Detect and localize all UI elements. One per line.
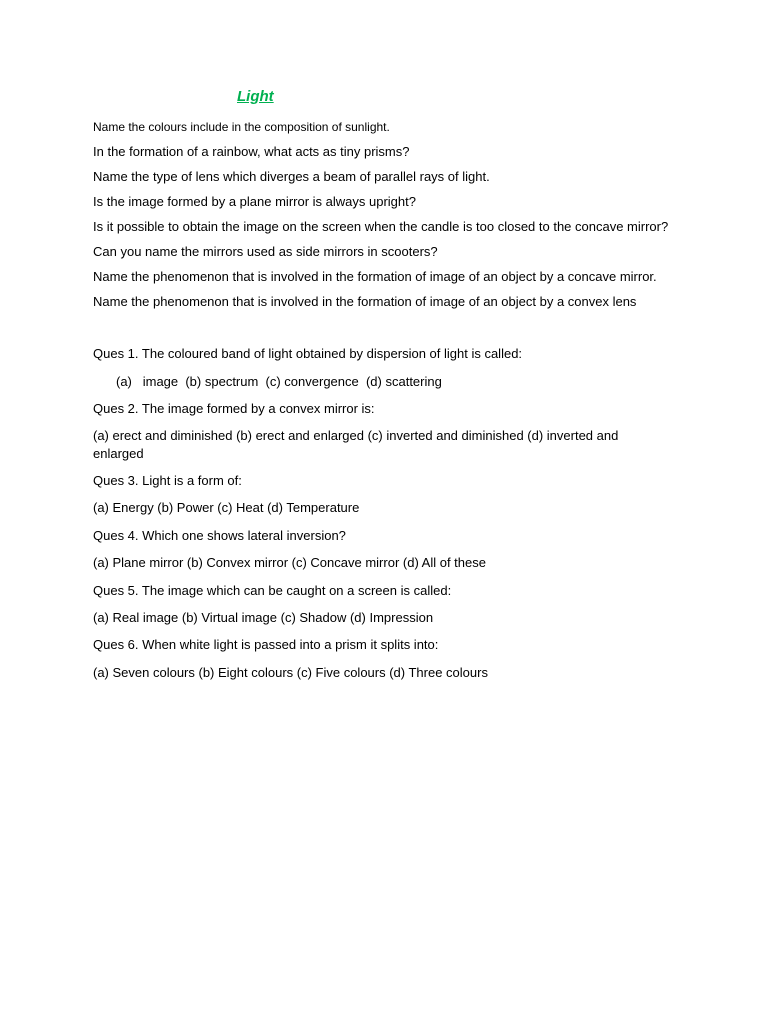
page-title: Light xyxy=(237,88,274,105)
mcq-options-3: (a) Energy (b) Power (c) Heat (d) Temperature xyxy=(93,500,360,515)
short-question-8: Name the phenomenon that is involved in the formation of image of an object by a convex lens xyxy=(93,294,637,309)
short-question-6: Can you name the mirrors used as side mirrors in scooters? xyxy=(93,244,438,259)
mcq-options-1: (a) image (b) spectrum (c) convergence (d) scattering xyxy=(116,374,442,389)
mcq-question-6: Ques 6. When white light is passed into a prism it splits into: xyxy=(93,637,439,652)
mcq-question-3: Ques 3. Light is a form of: xyxy=(93,473,242,488)
mcq-options-5: (a) Real image (b) Virtual image (c) Shadow (d) Impression xyxy=(93,610,434,625)
short-question-5: Is it possible to obtain the image on the screen when the candle is too closed to the concave mirror? xyxy=(93,219,669,234)
short-question-4: Is the image formed by a plane mirror is always upright? xyxy=(93,194,416,209)
mcq-question-4: Ques 4. Which one shows lateral inversion? xyxy=(93,528,346,543)
mcq-question-2: Ques 2. The image formed by a convex mirror is: xyxy=(93,401,375,416)
mcq-options-6: (a) Seven colours (b) Eight colours (c) Five colours (d) Three colours xyxy=(93,665,488,680)
short-question-2: In the formation of a rainbow, what acts as tiny prisms? xyxy=(93,144,410,159)
mcq-options-2: (a) erect and diminished (b) erect and enlarged (c) inverted and diminished (d) inverted and enlarged xyxy=(93,428,619,461)
short-question-3: Name the type of lens which diverges a beam of parallel rays of light. xyxy=(93,169,490,184)
mcq-question-1: Ques 1. The coloured band of light obtained by dispersion of light is called: xyxy=(93,346,523,361)
short-question-1: Name the colours include in the composition of sunlight. xyxy=(93,120,390,134)
short-question-7: Name the phenomenon that is involved in the formation of image of an object by a concave mirror. xyxy=(93,269,657,284)
mcq-question-5: Ques 5. The image which can be caught on a screen is called: xyxy=(93,583,452,598)
mcq-options-4: (a) Plane mirror (b) Convex mirror (c) Concave mirror (d) All of these xyxy=(93,555,486,570)
